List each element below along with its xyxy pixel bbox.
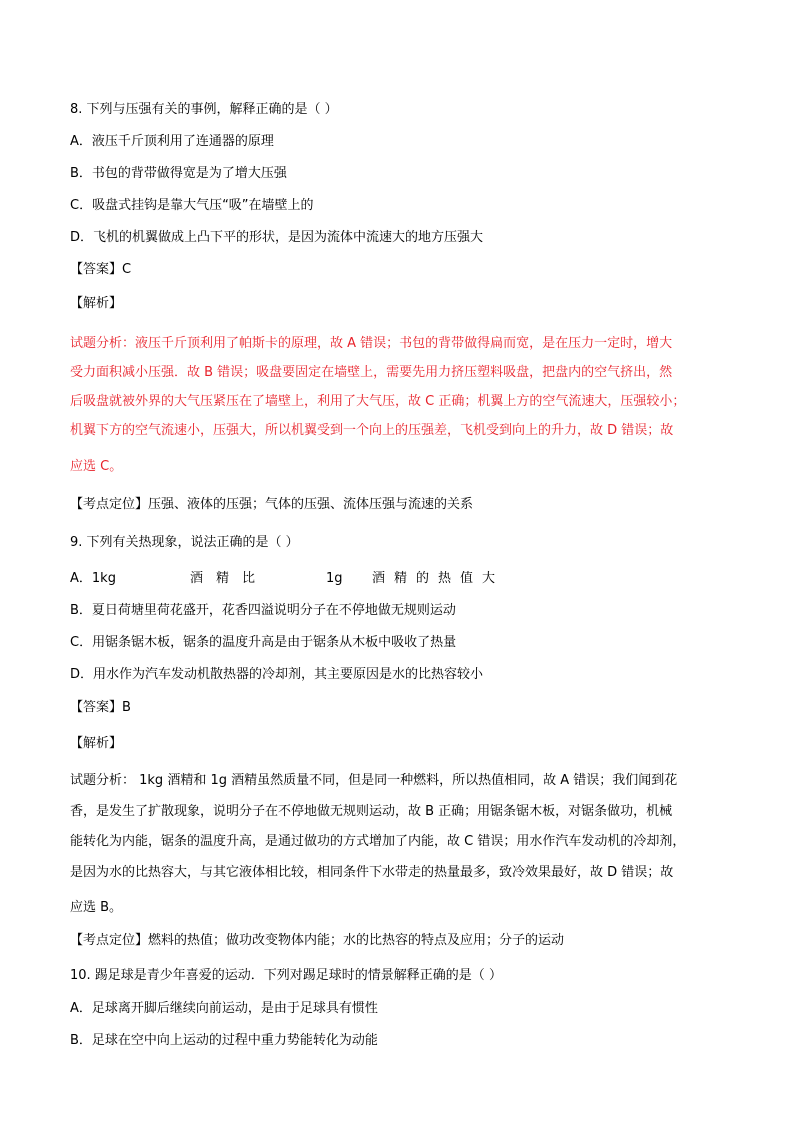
option-a-token: 比 [242, 571, 256, 586]
question-8-analysis-line: 后吸盘就被外界的大气压紧压在了墙壁上，利用了大气压，故 C 正确；机翼上方的空气流速大，压强较小； [70, 394, 686, 409]
question-8-analysis-line: 机翼下方的空气流速小，压强大，所以机翼受到一个向上的压强差，飞机受到向上的升力，故 D 错误；故 [70, 423, 674, 438]
question-10-option-b: B．足球在空中向上运动的过程中重力势能转化为动能 [70, 1033, 378, 1048]
question-8-stem: 8. 下列与压强有关的事例，解释正确的是（ ） [70, 102, 338, 117]
question-9-option-a [70, 571, 510, 587]
question-9-option-b: B．夏日荷塘里荷花盛开，花香四溢说明分子在不停地做无规则运动 [70, 603, 456, 618]
question-8-option-d: D．飞机的机翼做成上凸下平的形状，是因为流体中流速大的地方压强大 [70, 230, 484, 245]
question-9-analysis-line: 能转化为内能，锯条的温度升高，是通过做功的方式增加了内能，故 C 错误；用水作汽车发动机的冷却剂， [70, 834, 686, 849]
option-a-token: 大 [482, 571, 496, 586]
question-9-analysis-line: 香，是发生了扩散现象，说明分子在不停地做无规则运动，故 B 正确；用锯条锯木板，对锯条做功，机械 [70, 804, 673, 819]
question-8-analysis-line: 受力面积减小压强．故 B 错误；吸盘要固定在墙壁上，需要先用力挤压塑料吸盘，把盘内的空气挤出，然 [70, 365, 673, 380]
option-a-token: 的 [416, 571, 430, 586]
question-9-analysis-line: 应选 B。 [70, 900, 123, 915]
option-a-token: 酒 [190, 571, 204, 586]
option-a-token: 热 [438, 571, 452, 586]
question-8-analysis-label: 【解析】 [70, 296, 123, 311]
question-9-analysis-line: 试题分析： 1kg 酒精和 1g 酒精虽然质量不同，但是同一种燃料，所以热值相同，故 A 错误；我们闻到花 [70, 773, 678, 788]
question-8-analysis-line: 应选 C。 [70, 459, 123, 474]
question-8-answer: 【答案】C [70, 262, 132, 277]
option-a-token: 1g [326, 571, 343, 586]
question-9-option-c: C．用锯条锯木板，锯条的温度升高是由于锯条从木板中吸收了热量 [70, 635, 457, 650]
question-10-stem: 10. 踢足球是青少年喜爱的运动．下列对踢足球时的情景解释正确的是（ ） [70, 968, 502, 983]
question-8-option-b: B．书包的背带做得宽是为了增大压强 [70, 166, 287, 181]
option-a-token: 酒 [372, 571, 386, 586]
question-9-option-d: D．用水作为汽车发动机散热器的冷却剂，其主要原因是水的比热容较小 [70, 667, 484, 682]
option-a-token: 精 [394, 571, 408, 586]
question-9-analysis-line: 是因为水的比热容大，与其它液体相比较，相同条件下水带走的热量最多，致冷效果最好，故 D 错误；故 [70, 865, 674, 880]
question-9-analysis-label: 【解析】 [70, 736, 123, 751]
question-9-stem: 9. 下列有关热现象，说法正确的是（ ） [70, 535, 299, 550]
question-8-analysis-line: 试题分析：液压千斤顶利用了帕斯卡的原理，故 A 错误；书包的背带做得扁而宽，是在压力一定时，增大 [70, 336, 673, 351]
question-8-option-a: A．液压千斤顶利用了连通器的原理 [70, 134, 274, 149]
question-10-option-a: A．足球离开脚后继续向前运动，是由于足球具有惯性 [70, 1001, 378, 1016]
question-8-option-c: C．吸盘式挂钩是靠大气压“吸”在墙壁上的 [70, 198, 314, 213]
question-9-answer: 【答案】B [70, 700, 131, 715]
option-a-token: A．1kg [70, 571, 116, 586]
question-8-kaodian: 【考点定位】压强、液体的压强；气体的压强、流体压强与流速的关系 [70, 497, 474, 512]
option-a-token: 精 [216, 571, 230, 586]
question-9-kaodian: 【考点定位】燃料的热值；做功改变物体内能；水的比热容的特点及应用；分子的运动 [70, 933, 565, 948]
option-a-token: 值 [460, 571, 474, 586]
